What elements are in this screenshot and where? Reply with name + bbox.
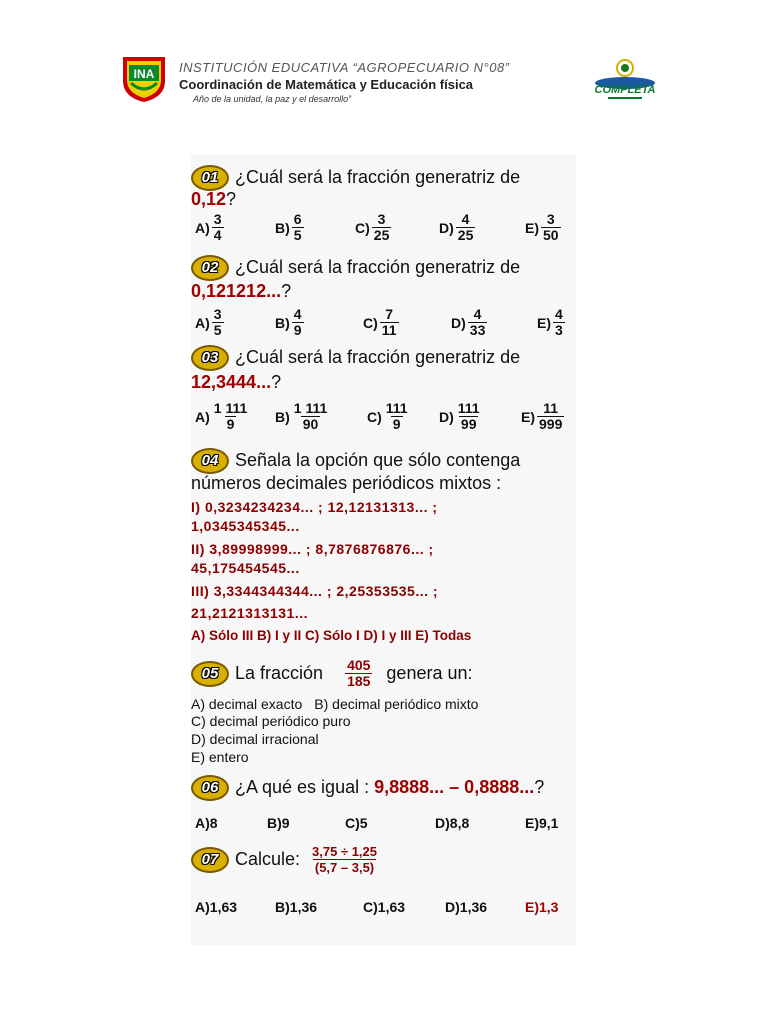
denominator: 4	[213, 227, 222, 243]
option-letter: C)	[363, 314, 378, 331]
question-1-prompt	[191, 165, 576, 191]
option-value: 1,36	[459, 899, 488, 915]
question-text: ¿Cuál será la fracción generatriz de	[235, 256, 521, 277]
q1-option-c[interactable]	[355, 212, 391, 243]
worksheet	[191, 155, 576, 945]
decimal-value: 12,3444...	[191, 372, 272, 392]
option-letter: D)	[435, 815, 450, 831]
question-text: ¿A qué es igual :	[235, 776, 370, 797]
denominator: (5,7 – 3,5)	[314, 860, 375, 875]
q1-option-b[interactable]	[275, 212, 304, 243]
numerator: 111	[457, 400, 480, 416]
option-value: 8,8	[449, 815, 470, 831]
question-4-prompt	[191, 448, 576, 474]
question-badge: 03	[191, 345, 229, 371]
statement-2-line1: II) 3,89998999... ; 8,7876876876... ;	[191, 541, 434, 557]
fraction	[541, 212, 561, 243]
fraction	[553, 307, 565, 338]
q6-option-a[interactable]	[195, 815, 218, 831]
q2-option-e[interactable]	[537, 307, 565, 338]
numerator: 4	[461, 211, 470, 227]
q7-option-a[interactable]	[195, 899, 237, 915]
question-3-prompt	[191, 345, 576, 371]
q1-option-e[interactable]	[525, 212, 561, 243]
option-letter: A)	[195, 815, 210, 831]
numerator: 1 111	[293, 400, 328, 416]
fraction	[310, 844, 379, 875]
left-logo-text: INA	[133, 67, 155, 81]
q2-option-b[interactable]	[275, 307, 304, 338]
option-letter: D)	[439, 219, 454, 236]
numerator: 7	[385, 306, 394, 322]
completa-logo	[590, 55, 660, 105]
option-value: 9	[281, 815, 290, 831]
fraction	[456, 401, 482, 432]
question-3-value-line	[191, 372, 576, 393]
denominator: 3	[555, 322, 563, 338]
question-4-prompt-line2: números decimales periódicos mixtos :	[191, 473, 502, 493]
fraction	[292, 401, 330, 432]
question-mark: ?	[271, 372, 282, 392]
denominator: 25	[457, 227, 474, 243]
option-letter: C)	[363, 899, 378, 915]
q7-option-e[interactable]	[525, 899, 558, 915]
numerator: 4	[473, 306, 482, 322]
question-2-value-line	[191, 281, 576, 302]
option-b[interactable]: B) decimal periódico mixto	[314, 696, 479, 712]
denominator: 185	[347, 673, 371, 689]
q6-option-d[interactable]	[435, 815, 469, 831]
question-text: ¿Cuál será la fracción generatriz de	[235, 346, 521, 367]
statement-1-line2: 1,0345345345...	[191, 518, 300, 534]
option-a[interactable]: A) decimal exacto	[191, 696, 303, 712]
fraction	[212, 401, 250, 432]
option-value: 9,1	[539, 815, 559, 831]
numerator: 111	[385, 400, 408, 416]
question-badge: 01	[191, 165, 229, 191]
question-badge: 05	[191, 661, 229, 687]
denominator: 999	[539, 416, 563, 432]
fraction	[212, 212, 224, 243]
question-5-options-line1	[191, 696, 576, 712]
numerator: 6	[293, 211, 302, 227]
option-d[interactable]: D) decimal irracional	[191, 731, 319, 747]
numerator: 4	[555, 306, 563, 322]
denominator: 25	[373, 227, 390, 243]
q7-option-d[interactable]	[445, 899, 487, 915]
denominator: 9	[226, 416, 235, 432]
statement-3-line2: 21,2121313131...	[191, 605, 308, 621]
question-text: Calcule:	[235, 849, 301, 869]
numerator: 3	[546, 211, 555, 227]
fraction	[212, 307, 224, 338]
option-letter: D)	[445, 899, 460, 915]
fraction	[456, 212, 476, 243]
numerator: 3	[213, 211, 222, 227]
q3-option-e[interactable]	[521, 401, 564, 432]
denominator: 33	[469, 322, 486, 338]
q3-option-b[interactable]	[275, 401, 329, 432]
denominator: 50	[543, 227, 559, 243]
option-value: 8	[209, 815, 218, 831]
q3-option-c[interactable]	[367, 401, 410, 432]
q3-option-d[interactable]	[439, 401, 482, 432]
option-letter: C)	[355, 219, 370, 236]
option-letter: B)	[267, 815, 282, 831]
question-7-prompt	[191, 844, 576, 875]
q2-option-c[interactable]	[363, 307, 399, 338]
option-letter: A)	[195, 314, 210, 331]
option-letter: A)	[195, 899, 210, 915]
q1-option-a[interactable]	[195, 212, 224, 243]
denominator: 90	[302, 416, 319, 432]
question-badge: 04	[191, 448, 229, 474]
denominator: 11	[381, 322, 397, 338]
option-letter: E)	[521, 408, 535, 425]
option-letter: D)	[451, 314, 466, 331]
option-value: E)1,3	[525, 899, 559, 915]
statement-1-line1: I) 0,3234234234... ; 12,12131313... ;	[191, 499, 438, 515]
option-letter: B)	[275, 219, 290, 236]
q7-option-b[interactable]	[275, 899, 317, 915]
option-e[interactable]: E) entero	[191, 749, 249, 765]
decimal-value: 0,121212...	[191, 281, 282, 301]
fraction	[292, 307, 304, 338]
numerator: 3,75 ÷ 1,25	[312, 844, 377, 859]
q3-option-a[interactable]	[195, 401, 249, 432]
q6-option-b[interactable]	[267, 815, 290, 831]
fraction	[380, 307, 399, 338]
denominator: 9	[293, 322, 302, 338]
denominator: 99	[460, 416, 477, 432]
q2-option-a[interactable]	[195, 307, 224, 338]
option-letter: B)	[275, 408, 290, 425]
numerator: 11	[543, 400, 559, 416]
option-letter: E)	[525, 815, 539, 831]
denominator: 5	[213, 322, 222, 338]
question-badge: 02	[191, 255, 229, 281]
option-letter: A)	[195, 408, 210, 425]
numerator: 4	[293, 306, 302, 322]
fraction	[292, 212, 304, 243]
question-mark: ?	[226, 189, 237, 209]
q7-option-c[interactable]	[363, 899, 405, 915]
option-letter: C)	[345, 815, 360, 831]
q1-option-d[interactable]	[439, 212, 475, 243]
fraction	[345, 658, 372, 689]
question-1-value-line	[191, 189, 576, 210]
question-mark: ?	[534, 776, 545, 797]
question-2-prompt	[191, 255, 576, 281]
right-logo-text: COMPLETA	[594, 84, 656, 96]
option-value: 1,63	[209, 899, 238, 915]
fraction	[468, 307, 488, 338]
fraction	[372, 212, 392, 243]
motto: Año de la unidad, la paz y el desarrollo”	[193, 94, 352, 104]
q6-option-c[interactable]	[345, 815, 368, 831]
numerator: 3	[213, 306, 222, 322]
option-letter: B)	[275, 899, 290, 915]
option-letter: C)	[367, 408, 382, 425]
option-letter: E)	[537, 314, 551, 331]
question-4-answers[interactable]: A) Sólo III B) I y II C) Sólo I D) I y III E) Todas	[191, 628, 472, 643]
numerator: 1 111	[213, 400, 248, 416]
option-c[interactable]: C) decimal periódico puro	[191, 713, 351, 729]
question-text: La fracción	[235, 663, 324, 683]
numerator: 405	[347, 657, 371, 673]
q6-option-e[interactable]	[525, 815, 558, 831]
fraction	[384, 401, 410, 432]
statement-3-line1: III) 3,3344344344... ; 2,25353535... ;	[191, 583, 439, 599]
header-text	[179, 60, 559, 104]
question-text: Señala la opción que sólo contenga	[235, 449, 521, 470]
coordination-name: Coordinación de Matemática y Educación física	[179, 77, 474, 92]
question-badge: 06	[191, 775, 229, 801]
expression: 9,8888... – 0,8888...	[374, 776, 535, 797]
question-mark: ?	[281, 281, 292, 301]
denominator: 9	[392, 416, 401, 432]
question-badge: 07	[191, 847, 229, 873]
option-value: 1,36	[289, 899, 318, 915]
option-letter: D)	[439, 408, 454, 425]
option-letter: B)	[275, 314, 290, 331]
numerator: 3	[377, 211, 386, 227]
institution-name: INSTITUCIÓN EDUCATIVA “AGROPECUARIO N°08”	[179, 60, 510, 75]
statement-2-line2: 45,175454545...	[191, 560, 300, 576]
q2-option-d[interactable]	[451, 307, 487, 338]
decimal-value: 0,12	[191, 189, 227, 209]
institution-shield-logo	[119, 53, 169, 103]
question-text-end: genera un:	[386, 663, 473, 683]
option-letter: E)	[525, 219, 539, 236]
option-value: 5	[359, 815, 368, 831]
denominator: 5	[293, 227, 302, 243]
fraction	[537, 401, 564, 432]
question-5-prompt	[191, 658, 576, 689]
question-text: ¿Cuál será la fracción generatriz de	[235, 166, 521, 187]
question-6-prompt	[191, 775, 576, 801]
option-value: 1,63	[377, 899, 406, 915]
option-letter: A)	[195, 219, 210, 236]
